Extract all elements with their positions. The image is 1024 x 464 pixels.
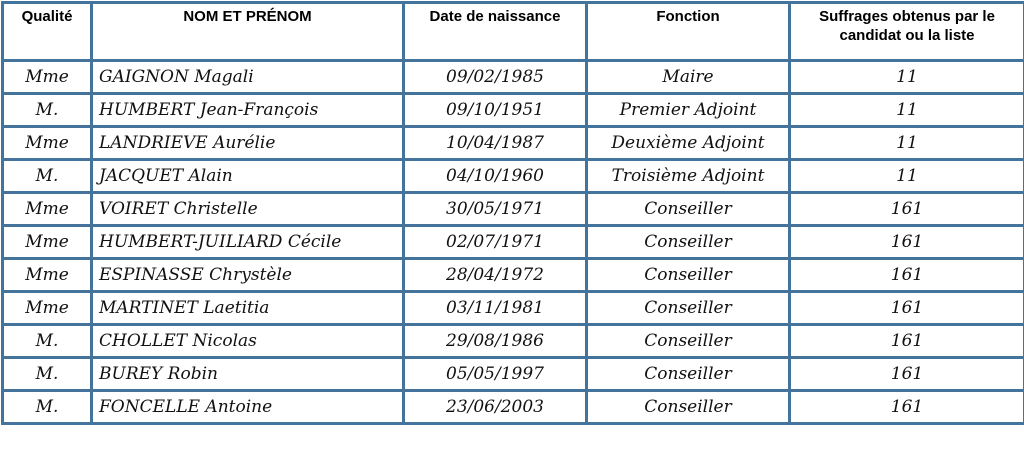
cell-nom: ESPINASSE Chrystèle bbox=[92, 259, 404, 292]
cell-naissance: 03/11/1981 bbox=[404, 292, 587, 325]
cell-nom: MARTINET Laetitia bbox=[92, 292, 404, 325]
table-row bbox=[3, 193, 1024, 226]
table-row bbox=[3, 358, 1024, 391]
cell-suffrages: 161 bbox=[790, 226, 1024, 259]
cell-qualite: M. bbox=[3, 358, 92, 391]
cell-suffrages: 11 bbox=[790, 94, 1024, 127]
cell-qualite: Mme bbox=[3, 292, 92, 325]
cell-naissance: 04/10/1960 bbox=[404, 160, 587, 193]
cell-naissance: 09/02/1985 bbox=[404, 61, 587, 94]
cell-fonction: Conseiller bbox=[587, 193, 790, 226]
cell-naissance: 10/04/1987 bbox=[404, 127, 587, 160]
cell-qualite: Mme bbox=[3, 193, 92, 226]
cell-naissance: 29/08/1986 bbox=[404, 325, 587, 358]
cell-fonction: Conseiller bbox=[587, 391, 790, 424]
cell-fonction: Conseiller bbox=[587, 358, 790, 391]
cell-qualite: M. bbox=[3, 391, 92, 424]
cell-suffrages: 161 bbox=[790, 259, 1024, 292]
header-nom: NOM ET PRÉNOM bbox=[92, 3, 404, 61]
cell-nom: CHOLLET Nicolas bbox=[92, 325, 404, 358]
header-row bbox=[3, 3, 1024, 61]
cell-qualite: Mme bbox=[3, 226, 92, 259]
table-row bbox=[3, 391, 1024, 424]
cell-nom: LANDRIEVE Aurélie bbox=[92, 127, 404, 160]
council-members-table bbox=[1, 1, 1024, 425]
cell-suffrages: 11 bbox=[790, 127, 1024, 160]
cell-suffrages: 161 bbox=[790, 358, 1024, 391]
cell-naissance: 30/05/1971 bbox=[404, 193, 587, 226]
table-body bbox=[3, 61, 1024, 424]
cell-suffrages: 161 bbox=[790, 292, 1024, 325]
table-row bbox=[3, 226, 1024, 259]
cell-suffrages: 161 bbox=[790, 391, 1024, 424]
cell-naissance: 05/05/1997 bbox=[404, 358, 587, 391]
cell-nom: VOIRET Christelle bbox=[92, 193, 404, 226]
table-row bbox=[3, 61, 1024, 94]
cell-nom: HUMBERT-JUILIARD Cécile bbox=[92, 226, 404, 259]
cell-qualite: Mme bbox=[3, 61, 92, 94]
cell-fonction: Conseiller bbox=[587, 292, 790, 325]
cell-qualite: M. bbox=[3, 160, 92, 193]
cell-fonction: Conseiller bbox=[587, 325, 790, 358]
cell-fonction: Conseiller bbox=[587, 226, 790, 259]
cell-fonction: Conseiller bbox=[587, 259, 790, 292]
table-row bbox=[3, 259, 1024, 292]
header-fonction: Fonction bbox=[587, 3, 790, 61]
cell-nom: FONCELLE Antoine bbox=[92, 391, 404, 424]
table-row bbox=[3, 325, 1024, 358]
cell-fonction: Maire bbox=[587, 61, 790, 94]
cell-suffrages: 161 bbox=[790, 325, 1024, 358]
cell-nom: GAIGNON Magali bbox=[92, 61, 404, 94]
cell-qualite: Mme bbox=[3, 127, 92, 160]
cell-naissance: 02/07/1971 bbox=[404, 226, 587, 259]
table-row bbox=[3, 292, 1024, 325]
cell-nom: JACQUET Alain bbox=[92, 160, 404, 193]
cell-qualite: M. bbox=[3, 325, 92, 358]
header-suffrages: Suffrages obtenus par le candidat ou la liste bbox=[790, 3, 1024, 61]
cell-naissance: 28/04/1972 bbox=[404, 259, 587, 292]
table-row bbox=[3, 127, 1024, 160]
cell-suffrages: 161 bbox=[790, 193, 1024, 226]
cell-nom: BUREY Robin bbox=[92, 358, 404, 391]
cell-fonction: Troisième Adjoint bbox=[587, 160, 790, 193]
cell-naissance: 23/06/2003 bbox=[404, 391, 587, 424]
header-naissance: Date de naissance bbox=[404, 3, 587, 61]
cell-nom: HUMBERT Jean-François bbox=[92, 94, 404, 127]
table-row bbox=[3, 94, 1024, 127]
cell-qualite: Mme bbox=[3, 259, 92, 292]
header-qualite: Qualité bbox=[3, 3, 92, 61]
cell-suffrages: 11 bbox=[790, 61, 1024, 94]
cell-fonction: Deuxième Adjoint bbox=[587, 127, 790, 160]
table-row bbox=[3, 160, 1024, 193]
cell-fonction: Premier Adjoint bbox=[587, 94, 790, 127]
cell-suffrages: 11 bbox=[790, 160, 1024, 193]
cell-naissance: 09/10/1951 bbox=[404, 94, 587, 127]
cell-qualite: M. bbox=[3, 94, 92, 127]
